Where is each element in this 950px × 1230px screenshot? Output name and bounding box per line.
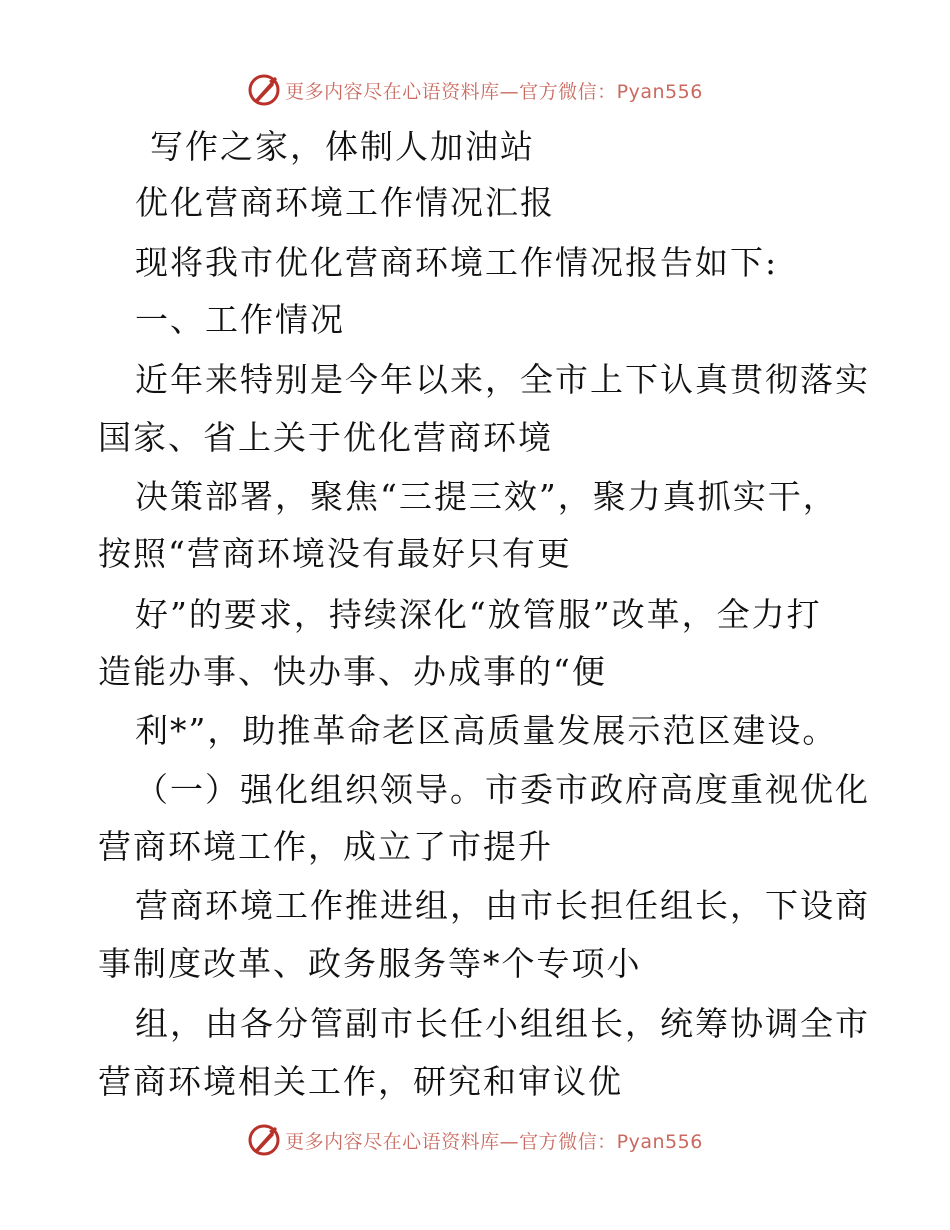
doc-line-14: 营商环境工作推进组，由市长担任组长，下设商 <box>135 886 870 925</box>
doc-line-7: 决策部署，聚焦“三提三效”，聚力真抓实干， <box>135 477 838 516</box>
footer-watermark-banner <box>0 1120 950 1160</box>
doc-line-10: 造能办事、快办事、办成事的“便 <box>98 652 607 691</box>
doc-line-13: 营商环境工作，成立了市提升 <box>98 827 553 866</box>
doc-line-12: （一）强化组织领导。市委市政府高度重视优化 <box>135 770 870 809</box>
doc-line-4: 一、工作情况 <box>135 300 345 339</box>
doc-line-1: 写作之家，体制人加油站 <box>150 127 535 166</box>
doc-line-9: 好”的要求，持续深化“放管服”改革，全力打 <box>135 595 822 634</box>
quill-pen-circle-icon <box>247 73 281 107</box>
doc-line-3: 现将我市优化营商环境工作情况报告如下: <box>135 243 779 282</box>
doc-line-2: 优化营商环境工作情况汇报 <box>135 183 555 222</box>
doc-line-5: 近年来特别是今年以来，全市上下认真贯彻落实 <box>135 360 870 399</box>
header-watermark-banner <box>0 70 950 110</box>
header-watermark-text: 更多内容尽在心语资料库—官方微信：Pyan556 <box>285 80 703 103</box>
doc-line-15: 事制度改革、政务服务等*个专项小 <box>98 944 642 983</box>
doc-line-17: 营商环境相关工作，研究和审议优 <box>98 1062 623 1101</box>
doc-line-11: 利*”，助推革命老区高质量发展示范区建设。 <box>135 711 838 750</box>
footer-watermark-text: 更多内容尽在心语资料库—官方微信：Pyan556 <box>285 1130 703 1153</box>
doc-line-8: 按照“营商环境没有最好只有更 <box>98 534 572 573</box>
doc-line-6: 国家、省上关于优化营商环境 <box>98 418 553 457</box>
quill-pen-circle-icon <box>247 1123 281 1157</box>
doc-line-16: 组，由各分管副市长任小组组长，统筹协调全市 <box>135 1004 870 1043</box>
